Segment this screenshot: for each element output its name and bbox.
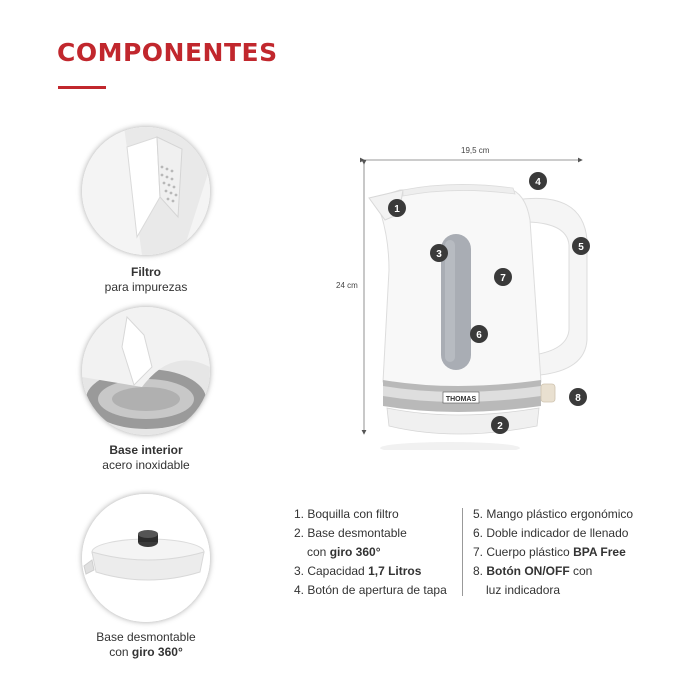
page-title: COMPONENTES (57, 38, 278, 67)
marker-1 (388, 199, 406, 217)
component-item: 3. Capacidad 1,7 Litros (294, 564, 422, 578)
component-item: 6. Doble indicador de llenado (473, 526, 629, 540)
component-item: 5. Mango plástico ergonómico (473, 507, 634, 521)
kettle-brand-label: THOMAS (445, 396, 477, 403)
title-underline (58, 86, 106, 89)
svg-text:1: 1 (394, 204, 400, 215)
stainless-title: Base interior (109, 443, 183, 457)
stainless-caption (46, 443, 246, 473)
stainless-subtitle: acero inoxidable (102, 458, 190, 472)
marker-3 (430, 244, 448, 262)
marker-4 (529, 172, 547, 190)
components-list-left (294, 505, 447, 600)
filter-subtitle: para impurezas (104, 280, 188, 294)
svg-text:6: 6 (476, 330, 482, 341)
rotating-base-caption (46, 630, 246, 660)
marker-2 (491, 416, 509, 434)
list-divider (462, 508, 463, 596)
marker-6 (470, 325, 488, 343)
svg-text:4: 4 (535, 177, 541, 188)
rotating-base-closeup-image (82, 494, 210, 622)
filter-closeup-image (82, 127, 210, 255)
marker-5 (572, 237, 590, 255)
marker-7 (494, 268, 512, 286)
svg-text:7: 7 (500, 273, 506, 284)
component-item: 4. Botón de apertura de tapa (294, 583, 447, 597)
kettle-illustration (355, 150, 605, 450)
svg-text:3: 3 (436, 249, 442, 260)
rotating-base-title: Base desmontable (96, 630, 196, 644)
components-list-right (473, 505, 633, 600)
height-dimension-label: 24 cm (336, 281, 358, 290)
svg-text:2: 2 (497, 421, 503, 432)
stainless-base-closeup-image (82, 307, 210, 435)
width-dimension-label: 19,5 cm (461, 146, 490, 155)
filter-title: Filtro (131, 265, 161, 279)
marker-8 (569, 388, 587, 406)
svg-text:5: 5 (578, 242, 584, 253)
component-item: 1. Boquilla con filtro (294, 507, 399, 521)
component-item: con giro 360° (307, 545, 381, 559)
filter-caption (46, 265, 246, 295)
component-item: 7. Cuerpo plástico BPA Free (473, 545, 626, 559)
svg-text:8: 8 (575, 393, 581, 404)
component-item: luz indicadora (486, 583, 561, 597)
component-item: 8. Botón ON/OFF con (473, 564, 593, 578)
component-item: 2. Base desmontable (294, 526, 407, 540)
rotating-base-subtitle: con giro 360° (109, 645, 183, 659)
